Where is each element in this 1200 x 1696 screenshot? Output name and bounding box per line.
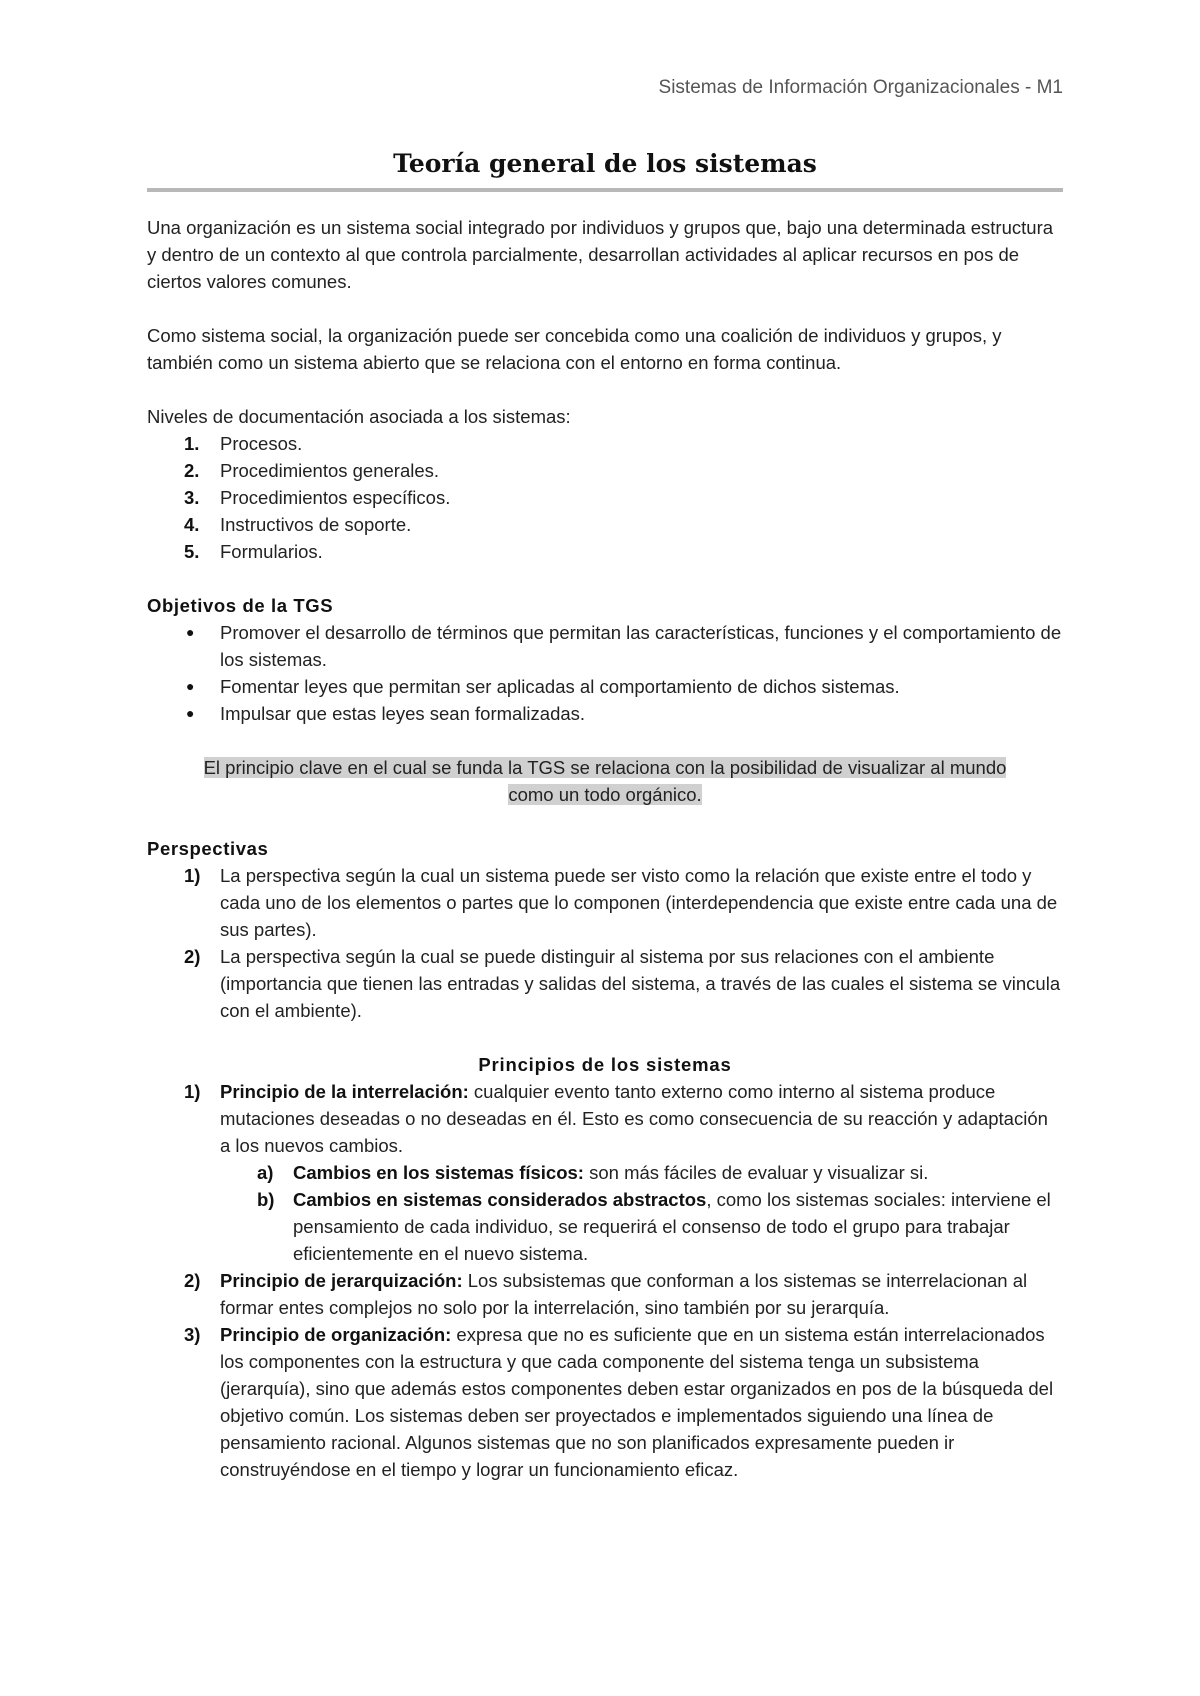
bullet-icon: ● [186, 624, 195, 640]
list-item-text: Fomentar leyes que permitan ser aplicadas al comportamiento de dichos sistemas. [220, 676, 900, 697]
principle-title: Principio de organización: [220, 1324, 452, 1345]
document-title: Teoría general de los sistemas [147, 144, 1063, 192]
sub-item-title: Cambios en sistemas considerados abstractos [293, 1189, 707, 1210]
spacer [147, 1024, 1063, 1051]
spacer [147, 808, 1063, 835]
list-item [147, 1321, 1063, 1483]
list-item [147, 1267, 1063, 1321]
list-item [147, 430, 1063, 457]
list-marker: 1) [184, 865, 201, 886]
list-marker: 2) [184, 946, 201, 967]
list-item [147, 862, 1063, 943]
list-marker: 5. [184, 541, 200, 562]
list-item-text: Promover el desarrollo de términos que permitan las características, funciones y el comportamiento de los sistemas. [220, 622, 1062, 670]
highlighted-statement [147, 754, 1063, 808]
principios-heading: Principios de los sistemas [478, 1054, 732, 1075]
list-item [147, 673, 1063, 700]
list-marker: 3) [184, 1324, 201, 1345]
objetivos-heading: Objetivos de la TGS [147, 595, 334, 616]
list-marker: b) [257, 1189, 275, 1210]
list-marker: a) [257, 1162, 274, 1183]
list-item [147, 511, 1063, 538]
list-item [147, 538, 1063, 565]
principle-title: Principio de jerarquización: [220, 1270, 463, 1291]
highlight-line-2: como un todo orgánico. [508, 784, 702, 805]
list-marker: 1) [184, 1081, 201, 1102]
sub-list-item [147, 1159, 1063, 1186]
niveles-lead: Niveles de documentación asociada a los sistemas: [147, 406, 571, 427]
sub-item-title: Cambios en los sistemas físicos: [293, 1162, 584, 1183]
principle-text: cualquier evento tanto externo como interno al sistema produce mutaciones deseadas o no deseadas en él. Esto es como consecuencia de su reacción y adaptación a los nuevos cambios. [220, 1081, 1048, 1156]
niveles-list [147, 430, 1063, 565]
list-item [147, 700, 1063, 727]
list-item-text: Impulsar que estas leyes sean formalizadas. [220, 703, 586, 724]
spacer [147, 727, 1063, 754]
list-item [147, 457, 1063, 484]
list-item [147, 619, 1063, 673]
bullet-icon: ● [186, 705, 195, 721]
intro-paragraph-2: Como sistema social, la organización puede ser concebida como una coalición de individuos y grupos, y también como un sistema abierto que se relaciona con el entorno en forma continua. [147, 325, 1002, 373]
list-item-text: Procedimientos generales. [220, 460, 440, 481]
list-item-text: Formularios. [220, 541, 323, 562]
list-marker: 4. [184, 514, 200, 535]
list-item [147, 1078, 1063, 1159]
highlight-line-1: El principio clave en el cual se funda la TGS se relaciona con la posibilidad de visualizar al mundo [203, 757, 1007, 778]
list-marker: 2) [184, 1270, 201, 1291]
principios-list [147, 1078, 1063, 1483]
list-item-text: La perspectiva según la cual se puede distinguir al sistema por sus relaciones con el ambiente (importancia que tienen las entradas y salidas del sistema, a través de las cuales el sistema se vincula con el ambiente). [220, 946, 1061, 1021]
list-item-text: Procesos. [220, 433, 303, 454]
principle-title: Principio de la interrelación: [220, 1081, 469, 1102]
perspectivas-heading: Perspectivas [147, 838, 269, 859]
page-header: Sistemas de Información Organizacionales - M1 [658, 77, 1063, 98]
document-body [147, 144, 1063, 1483]
list-marker: 3. [184, 487, 200, 508]
list-item-text: Procedimientos específicos. [220, 487, 451, 508]
principle-text: expresa que no es suficiente que en un sistema están interrelacionados los componentes con la estructura y que cada componente del sistema tenga un subsistema (jerarquía), sino que además estos componentes deben estar organizados en pos de la búsqueda del objetivo común. Los sistemas deben ser proyectados e implementados siguiendo una línea de pensamiento racional. Algunos sistemas que no son planificados expresamente pueden ir construyéndose en el tiempo y lograr un funcionamiento eficaz. [220, 1324, 1054, 1480]
sub-item-text: , como los sistemas sociales: interviene el pensamiento de cada individuo, se requerirá el consenso de todo el grupo para trabajar eficientemente en el nuevo sistema. [293, 1189, 1051, 1264]
list-item [147, 943, 1063, 1024]
spacer [147, 565, 1063, 592]
list-marker: 1. [184, 433, 200, 454]
list-item [147, 484, 1063, 511]
list-item-text: La perspectiva según la cual un sistema puede ser visto como la relación que existe entre el todo y cada uno de los elementos o partes que lo componen (interdependencia que existe entre cada una de sus partes). [220, 865, 1058, 940]
spacer [147, 376, 1063, 403]
spacer [147, 295, 1063, 322]
bullet-icon: ● [186, 678, 195, 694]
list-item-text: Instructivos de soporte. [220, 514, 412, 535]
list-marker: 2. [184, 460, 200, 481]
perspectivas-list [147, 862, 1063, 1024]
sub-item-text: son más fáciles de evaluar y visualizar si. [583, 1162, 929, 1183]
intro-paragraph-1: Una organización es un sistema social integrado por individuos y grupos que, bajo una determinada estructura y dentro de un contexto al que controla parcialmente, desarrollan actividades al aplicar recursos en pos de ciertos valores comunes. [147, 217, 1054, 292]
sub-list-item [147, 1186, 1063, 1267]
principle-text: Los subsistemas que conforman a los sistemas se interrelacionan al formar entes complejos no solo por la interrelación, sino también por su jerarquía. [220, 1270, 1028, 1318]
objetivos-list [147, 619, 1063, 727]
